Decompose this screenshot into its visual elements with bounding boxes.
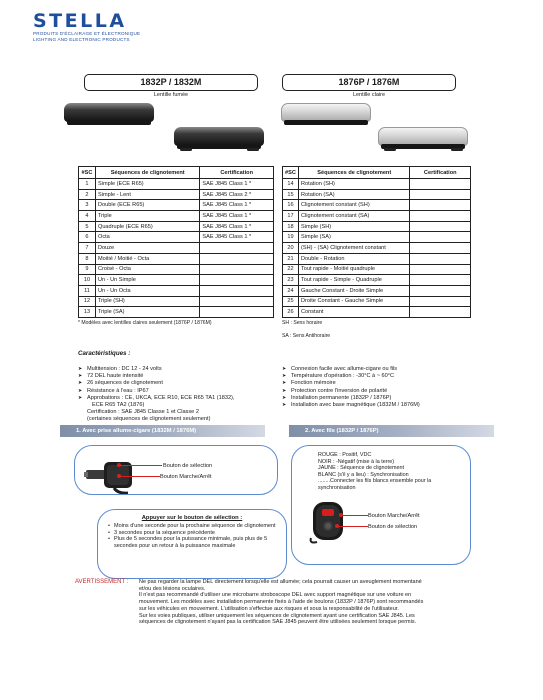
table-row <box>283 211 471 222</box>
cell-certification <box>200 253 274 264</box>
cell-sc: 6 <box>79 232 96 243</box>
cell-certification <box>200 296 274 307</box>
wired-switch-icon <box>307 498 349 544</box>
header-sequence: Séquences de clignotement <box>298 167 410 179</box>
table-row <box>283 200 471 211</box>
sequence-table-left <box>78 166 274 318</box>
cell-sequence: Quadruple (ECE R65) <box>95 221 199 232</box>
cell-sc: 4 <box>79 211 96 222</box>
cell-sequence: Tout rapide - Simple - Quadruple <box>298 275 410 286</box>
list-item: ➤ Installation permanente (1832P / 1876P) <box>282 395 482 402</box>
warning-line: Ne pas regarder la lampe DEL directement lorsqu'elle est allumée; cela pourrait causer un aveuglement momentané <box>139 579 422 585</box>
table-row <box>79 211 274 222</box>
cell-sc: 25 <box>283 296 299 307</box>
cell-sequence: Double - Rotation <box>298 253 410 264</box>
cell-certification <box>200 285 274 296</box>
warning-line: Il n'est pas recommandé d'utiliser une microbarre stroboscope DEL avec support magnétique sur une voiture en <box>139 592 412 599</box>
cell-sc: 20 <box>283 243 299 254</box>
cell-certification: SAE J845 Class 1 * <box>200 200 274 211</box>
cell-certification <box>410 179 471 190</box>
wire-sync-note: ........Connecter les fils blancs ensemble pour la <box>318 478 432 484</box>
cell-sc: 13 <box>79 307 96 318</box>
cell-certification <box>200 307 274 318</box>
cell-sc: 18 <box>283 221 299 232</box>
cell-certification: SAE J845 Class 1 * <box>200 232 274 243</box>
wired-select-line <box>338 526 368 527</box>
header-certification: Certification <box>200 167 274 179</box>
cell-sequence: Rotation (SH) <box>298 179 410 190</box>
wire-colors <box>318 452 468 491</box>
cell-certification <box>410 307 471 318</box>
cell-sc: 1 <box>79 179 96 190</box>
cell-certification <box>200 275 274 286</box>
warning-line: séquences de clignotement n'ayant pas la certification SAE J845 peuvent être utilisées seulement lorsque permis. <box>139 619 417 626</box>
wired-select-label: Bouton de sélection <box>368 524 418 530</box>
cell-sc: 26 <box>283 307 299 318</box>
list-item: ➤ Installation avec base magnétique (1832M / 1876M) <box>282 402 482 409</box>
cell-sequence: Un - Un Simple <box>95 275 199 286</box>
footnote-clear-lens: * Modèles avec lentilles claires seulement (1876P / 1876M) <box>78 320 212 326</box>
cell-sequence: Droite Constant - Gauche Simple <box>298 296 410 307</box>
wire-sync-note-2: synchronisation <box>318 484 356 491</box>
list-item: • Moins d'une seconde pour la prochaine séquence de clignotement <box>108 523 278 530</box>
list-item: ECE R65 TA2 (1876) <box>92 402 145 409</box>
list-item: ➤ Température d'opération : -30°C à ~ 60°C <box>282 373 482 380</box>
table-row <box>283 189 471 200</box>
list-item: (certaines séquences de clignotement seulement) <box>87 416 211 423</box>
lens-label-smoked: Lentille fumée <box>153 92 189 98</box>
cell-certification <box>410 243 471 254</box>
table-header-row <box>283 167 471 179</box>
cell-certification <box>410 232 471 243</box>
table-row <box>283 264 471 275</box>
cell-sequence: Constant <box>298 307 410 318</box>
table-row <box>79 275 274 286</box>
table-row <box>79 189 274 200</box>
cell-sc: 10 <box>79 275 96 286</box>
cell-sc: 2 <box>79 189 96 200</box>
cell-sc: 23 <box>283 275 299 286</box>
warning-body <box>139 579 479 626</box>
table-header-row <box>79 167 274 179</box>
cell-sc: 12 <box>79 296 96 307</box>
table-row <box>283 179 471 190</box>
cell-sequence: Tout rapide - Moitié quadruple <box>298 264 410 275</box>
table-row <box>79 243 274 254</box>
cell-certification <box>200 243 274 254</box>
cell-sequence: Double (ECE R65) <box>95 200 199 211</box>
brand-tagline-1: PRODUITS D'ÉCLAIRAGE ET ÉLECTRONIQUE <box>33 31 141 36</box>
cigar-select-label: Bouton de sélection <box>163 463 213 469</box>
cell-sequence: Simple (SA) <box>298 232 410 243</box>
onoff-pointer-line <box>120 476 160 477</box>
wire-yellow: JAUNE : Séquence de clignotement <box>318 465 405 471</box>
press-list <box>108 523 278 549</box>
cell-sc: 3 <box>79 200 96 211</box>
section-wired: 2. Avec fils (1832P / 1876P) <box>289 425 494 437</box>
cell-sc: 7 <box>79 243 96 254</box>
cell-sequence: Triple (SA) <box>95 307 199 318</box>
list-item: ➤ 72 DEL haute intensité <box>78 373 278 380</box>
cell-certification: SAE J845 Class 2 * <box>200 189 274 200</box>
product-title-smoked: 1832P / 1832M <box>84 74 258 91</box>
table-row <box>79 285 274 296</box>
cell-sequence: Moitié / Moitié - Octa <box>95 253 199 264</box>
cell-certification <box>410 264 471 275</box>
warning-line: Sur les voies publiques, utiliser uniquement les séquences de clignotement ayant une certification SAE J845. Les <box>139 612 415 619</box>
cell-certification: SAE J845 Class 1 * <box>200 179 274 190</box>
cell-sc: 16 <box>283 200 299 211</box>
cell-sc: 21 <box>283 253 299 264</box>
cell-certification <box>410 211 471 222</box>
list-item: • 3 secondes pour la séquence précédente <box>108 530 278 537</box>
brand-tagline-2: LIGHTING AND ELECTRONIC PRODUCTS <box>33 36 130 42</box>
cell-sequence: Simple (ECE R65) <box>95 179 199 190</box>
cell-certification <box>410 275 471 286</box>
cell-sequence: Triple <box>95 211 199 222</box>
list-item: ➤ Protection contre l'inversion de polarité <box>282 388 482 395</box>
table-row <box>283 253 471 264</box>
section-cigar-lighter: 1. Avec prise allume-cigare (1832M / 1876M) <box>60 425 265 437</box>
brand-name: STELLA <box>33 10 127 32</box>
table-row <box>79 232 274 243</box>
cell-sc: 5 <box>79 221 96 232</box>
table-row <box>283 243 471 254</box>
list-item: • Plus de 5 secondes pour la puissance minimale, puis plus de 5 secondes pour un retour à la puissance maximale <box>108 536 278 549</box>
cell-sequence: Clignotement constant (SH) <box>298 200 410 211</box>
press-title: Appuyer sur le bouton de sélection : <box>141 515 243 521</box>
cigar-plug-icon <box>84 452 140 494</box>
cell-sequence: Gauche Constant - Droite Simple <box>298 285 410 296</box>
cell-certification <box>410 221 471 232</box>
cell-sequence: (SH) - (SA) Clignotement constant <box>298 243 410 254</box>
cell-sequence: Simple - Lent <box>95 189 199 200</box>
wire-red: ROUGE : Positif, VDC <box>318 452 372 458</box>
cell-certification: SAE J845 Class 1 * <box>200 221 274 232</box>
characteristics-title: Caractéristiques : <box>78 350 131 357</box>
wire-black: NOIR : -Négatif (mise à la terre) <box>318 458 395 465</box>
table-row <box>283 296 471 307</box>
table-row <box>79 200 274 211</box>
cell-sc: 9 <box>79 264 96 275</box>
table-row <box>79 253 274 264</box>
cell-sc: 14 <box>283 179 299 190</box>
table-row <box>79 221 274 232</box>
table-row <box>283 275 471 286</box>
wire-white: BLANC (s'il y a lieu) : Synchronisation <box>318 471 409 478</box>
header-sc: #SC <box>79 167 96 179</box>
warning-line: et/ou des lésions oculaires. <box>139 585 206 592</box>
table-row <box>79 179 274 190</box>
table-row <box>79 307 274 318</box>
list-item: ➤ Fonction mémoire <box>282 380 482 387</box>
header-certification: Certification <box>410 167 471 179</box>
characteristics-list-left <box>78 366 278 424</box>
cell-certification <box>410 253 471 264</box>
cell-sequence: Un - Un Octa <box>95 285 199 296</box>
product-title-clear: 1876P / 1876M <box>282 74 456 91</box>
cell-sc: 17 <box>283 211 299 222</box>
header-sc: #SC <box>283 167 299 179</box>
cell-certification <box>410 200 471 211</box>
cell-sc: 15 <box>283 189 299 200</box>
characteristics-list-right <box>282 366 482 409</box>
table-row <box>283 221 471 232</box>
cell-certification <box>410 296 471 307</box>
cell-sequence: Simple (SH) <box>298 221 410 232</box>
cell-sc: 22 <box>283 264 299 275</box>
lens-label-clear: Lentille claire <box>352 92 386 98</box>
brand-logo <box>33 11 140 42</box>
warning-line: mouvement. Les modèles avec installation permanente fixés à l'aide de boulons (1832P / 1876P) sont recommandés <box>139 599 424 606</box>
sequence-table-right <box>282 166 471 318</box>
cell-certification <box>200 264 274 275</box>
list-item: ➤ 26 séquences de clignotement <box>78 380 278 387</box>
wired-onoff-line <box>342 515 368 516</box>
cell-sequence: Triple (SH) <box>95 296 199 307</box>
list-item: ➤ Multitension : DC 12 - 24 volts <box>78 366 278 373</box>
cell-sc: 8 <box>79 253 96 264</box>
table-row <box>283 285 471 296</box>
list-item: ➤ Connexion facile avec allume-cigare ou fils <box>282 366 482 373</box>
cell-certification <box>410 285 471 296</box>
cell-sequence: Octa <box>95 232 199 243</box>
cell-sequence: Douze <box>95 243 199 254</box>
cell-sc: 24 <box>283 285 299 296</box>
cell-sequence: Rotation (SA) <box>298 189 410 200</box>
list-item: Certification : SAE J845 Classe 1 et Classe 2 <box>87 409 199 416</box>
table-row <box>283 232 471 243</box>
select-pointer-line <box>120 465 162 466</box>
cell-sequence: Clignotement constant (SA) <box>298 211 410 222</box>
table-row <box>79 264 274 275</box>
list-item: ➤ Résistance à l'eau : IP67 <box>78 388 278 395</box>
wired-onoff-label: Bouton Marche/Arrêt <box>368 513 420 519</box>
warning-heading: AVERTISSEMENT : <box>75 579 129 585</box>
cell-sc: 19 <box>283 232 299 243</box>
cell-certification: SAE J845 Class 1 * <box>200 211 274 222</box>
table-row <box>79 296 274 307</box>
list-item: ➤ Approbations : CE, UKCA, ECE R10, ECE R65 TA1 (1832), <box>78 395 278 402</box>
cell-sc: 11 <box>79 285 96 296</box>
cell-sequence: Croisé - Octa <box>95 264 199 275</box>
legend-sa: SA : Sens Antihoraire <box>282 333 331 339</box>
cigar-onoff-label: Bouton Marche/Arrêt <box>160 474 212 480</box>
table-row <box>283 307 471 318</box>
header-sequence: Séquences de clignotement <box>95 167 199 179</box>
cell-certification <box>410 189 471 200</box>
warning-line: sur les véhicules en mouvement. L'utilisation s'effectue aux risques et sous la responsabilité de l'utilisateur. <box>139 605 399 612</box>
legend-sh: SH : Sens horaire <box>282 320 323 326</box>
